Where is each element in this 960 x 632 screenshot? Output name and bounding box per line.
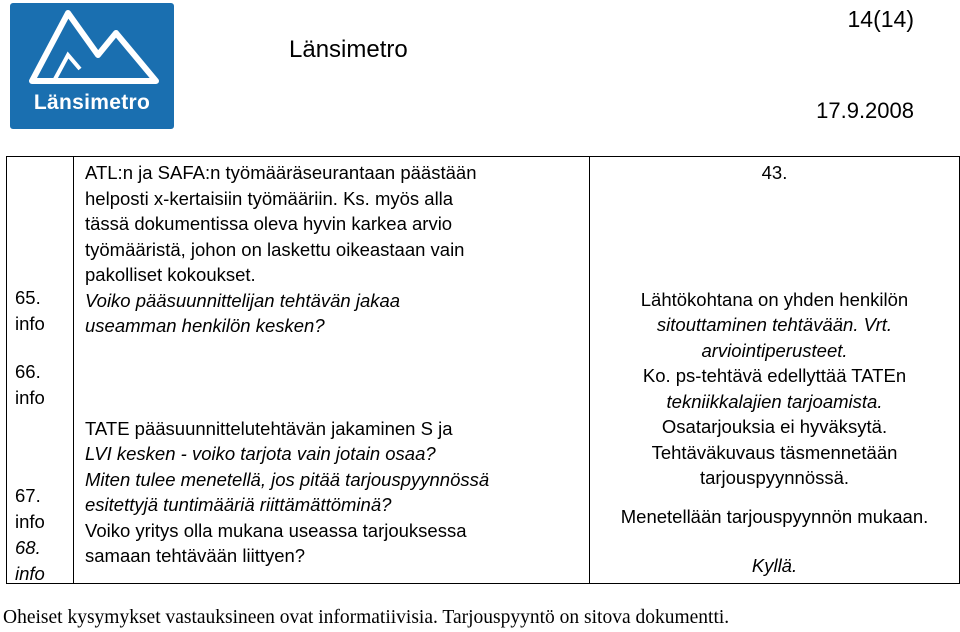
brand-title: Länsimetro: [289, 36, 408, 63]
item-number-67: 67. info: [15, 485, 45, 532]
company-logo: [10, 3, 174, 129]
metro-logo-icon: [10, 3, 174, 93]
document-date: 17.9.2008: [816, 98, 914, 123]
question-67: Miten tulee menetellä, jos pitää tarjouspyynnössä esitettyjä tuntimääriä riittämättöminä?: [85, 468, 490, 515]
item-number-65: 65. info: [15, 287, 45, 334]
answer-68: Kyllä.: [751, 555, 798, 576]
qa-table: [6, 156, 960, 584]
page-number: 14(14): [847, 6, 914, 32]
footer-note: Oheiset kysymykset vastauksineen ovat informatiivisia. Tarjouspyyntö on sitova dokumentti.: [3, 607, 730, 628]
question-66: TATE pääsuunnittelutehtävän jakaminen S ja LVI kesken - voiko tarjota vain jotain osaa?: [85, 417, 453, 464]
question-65: Voiko pääsuunnittelijan tehtävän jakaa useamman henkilön kesken?: [85, 289, 401, 336]
item-number-68: 68. info: [15, 537, 45, 584]
logo-wordmark: Länsimetro: [33, 91, 151, 114]
table-row: [7, 157, 960, 584]
question-column: [74, 157, 590, 584]
general-note: ATL:n ja SAFA:n työmääräseurantaan päästään helposti x-kertaisiin työmääriin. Ks. myös alla tässä dokumentissa oleva hyvin karkea arvio työmääristä, johon on laskettu oikeastaan vain pakolliset kokoukset.: [85, 162, 477, 285]
answer-column: [590, 157, 960, 584]
answer-67: Menetellään tarjouspyynnön mukaan.: [620, 505, 929, 527]
number-column: [7, 157, 74, 584]
question-68: Voiko yritys olla mukana useassa tarjouksessa samaan tehtävään liittyen?: [85, 519, 467, 566]
answer-65: Lähtökohtana on yhden henkilön sitouttaminen tehtävään. Vrt. arviointiperusteet.: [640, 288, 909, 361]
item-number-66: 66. info: [15, 361, 45, 408]
answer-reference: 43.: [761, 162, 788, 183]
answer-66: Ko. ps-tehtävä edellyttää TATEn tekniikkalajien tarjoamista. Osatarjouksia ei hyväksytä. Tehtäväkuvaus täsmennetään tarjouspyynnössä.: [642, 365, 907, 488]
